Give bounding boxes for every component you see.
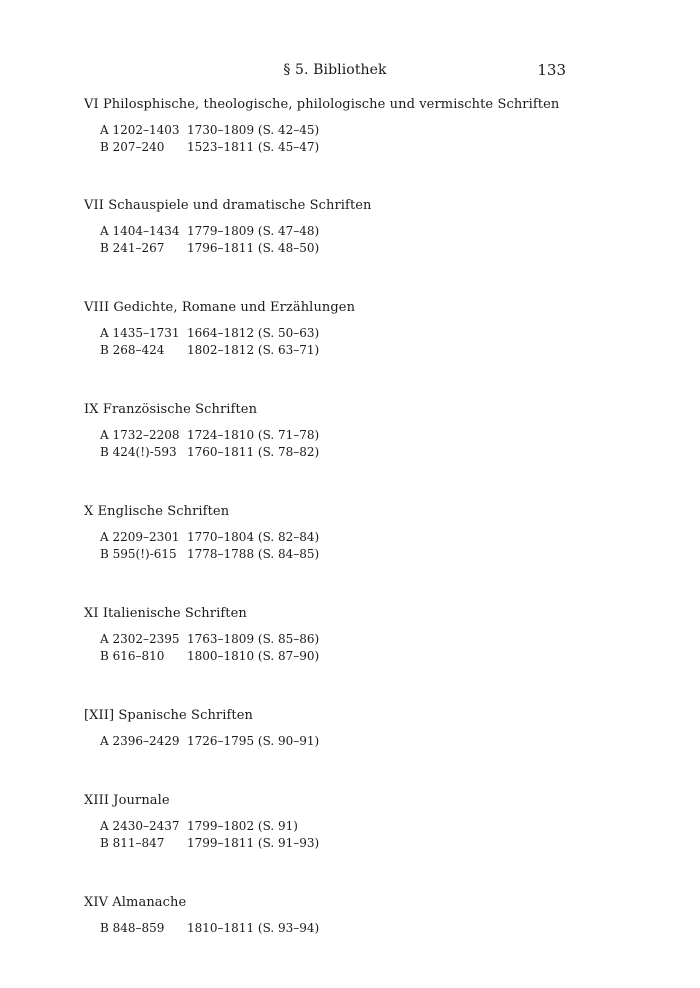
entry-years: 1796–1811 (S. 48–50) [187, 241, 320, 255]
entry-list [100, 920, 584, 937]
section-title: XIV Almanache [84, 895, 187, 910]
catalog-section [84, 96, 584, 156]
page-number: 133 [537, 61, 566, 79]
section-title: [XII] Spanische Schriften [84, 708, 253, 723]
entry-row [100, 733, 584, 750]
entry-range: A 2396–2429 [100, 734, 180, 748]
entry-years: 1799–1802 (S. 91) [187, 819, 298, 833]
entry-row [100, 835, 584, 852]
entry-years: 1763–1809 (S. 85–86) [187, 632, 320, 646]
section-title: IX Französische Schriften [84, 402, 258, 417]
entry-range: B 848–859 [100, 921, 165, 935]
catalog-section [84, 401, 584, 461]
entry-range: B 595(!)-615 [100, 547, 177, 561]
entry-range: B 268–424 [100, 343, 165, 357]
section-title: X Englische Schriften [84, 504, 230, 519]
section-title: VI Philosphische, theologische, philologische und vermischte Schriften [84, 97, 560, 112]
entry-row [100, 546, 584, 563]
entry-years: 1802–1812 (S. 63–71) [187, 343, 320, 357]
entry-list [100, 325, 584, 359]
entry-range: B 207–240 [100, 140, 165, 154]
entry-list [100, 122, 584, 156]
entry-range: A 2209–2301 [100, 530, 180, 544]
entry-years: 1810–1811 (S. 93–94) [187, 921, 320, 935]
entry-row [100, 122, 584, 139]
entry-list [100, 631, 584, 665]
entry-range: A 2430–2437 [100, 819, 180, 833]
entry-range: A 1202–1403 [100, 123, 180, 137]
entry-range: A 1404–1434 [100, 224, 180, 238]
entry-list [100, 733, 584, 750]
section-title: XIII Journale [84, 793, 170, 808]
section-title: XI Italienische Schriften [84, 606, 247, 621]
catalog-sections [84, 96, 584, 937]
running-head: § 5. Bibliothek [283, 62, 387, 78]
entry-range: A 1435–1731 [100, 326, 180, 340]
entry-years: 1523–1811 (S. 45–47) [187, 140, 320, 154]
entry-range: B 811–847 [100, 836, 165, 850]
section-title: VIII Gedichte, Romane und Erzählungen [84, 300, 356, 315]
entry-list [100, 223, 584, 257]
catalog-section [84, 299, 584, 359]
entry-years: 1779–1809 (S. 47–48) [187, 224, 320, 238]
entry-row [100, 818, 584, 835]
entry-range: B 424(!)-593 [100, 445, 177, 459]
entry-list [100, 818, 584, 852]
entry-years: 1770–1804 (S. 82–84) [187, 530, 320, 544]
catalog-section [84, 894, 584, 937]
entry-row [100, 529, 584, 546]
entry-years: 1730–1809 (S. 42–45) [187, 123, 320, 137]
entry-years: 1799–1811 (S. 91–93) [187, 836, 320, 850]
entry-row [100, 648, 584, 665]
entry-row [100, 325, 584, 342]
entry-row [100, 920, 584, 937]
section-title: VII Schauspiele und dramatische Schriften [84, 198, 372, 213]
catalog-section [84, 197, 584, 257]
entry-years: 1800–1810 (S. 87–90) [187, 649, 320, 663]
entry-years: 1664–1812 (S. 50–63) [187, 326, 320, 340]
entry-range: A 2302–2395 [100, 632, 180, 646]
catalog-section [84, 792, 584, 852]
entry-list [100, 427, 584, 461]
entry-list [100, 529, 584, 563]
catalog-section [84, 707, 584, 750]
entry-range: A 1732–2208 [100, 428, 180, 442]
catalog-section [84, 503, 584, 563]
entry-years: 1778–1788 (S. 84–85) [187, 547, 320, 561]
catalog-section [84, 605, 584, 665]
entry-row [100, 223, 584, 240]
entry-range: B 616–810 [100, 649, 165, 663]
entry-row [100, 427, 584, 444]
entry-years: 1724–1810 (S. 71–78) [187, 428, 320, 442]
entry-years: 1726–1795 (S. 90–91) [187, 734, 320, 748]
entry-row [100, 342, 584, 359]
entry-row [100, 139, 584, 156]
entry-row [100, 240, 584, 257]
entry-row [100, 444, 584, 461]
entry-years: 1760–1811 (S. 78–82) [187, 445, 320, 459]
entry-row [100, 631, 584, 648]
entry-range: B 241–267 [100, 241, 165, 255]
